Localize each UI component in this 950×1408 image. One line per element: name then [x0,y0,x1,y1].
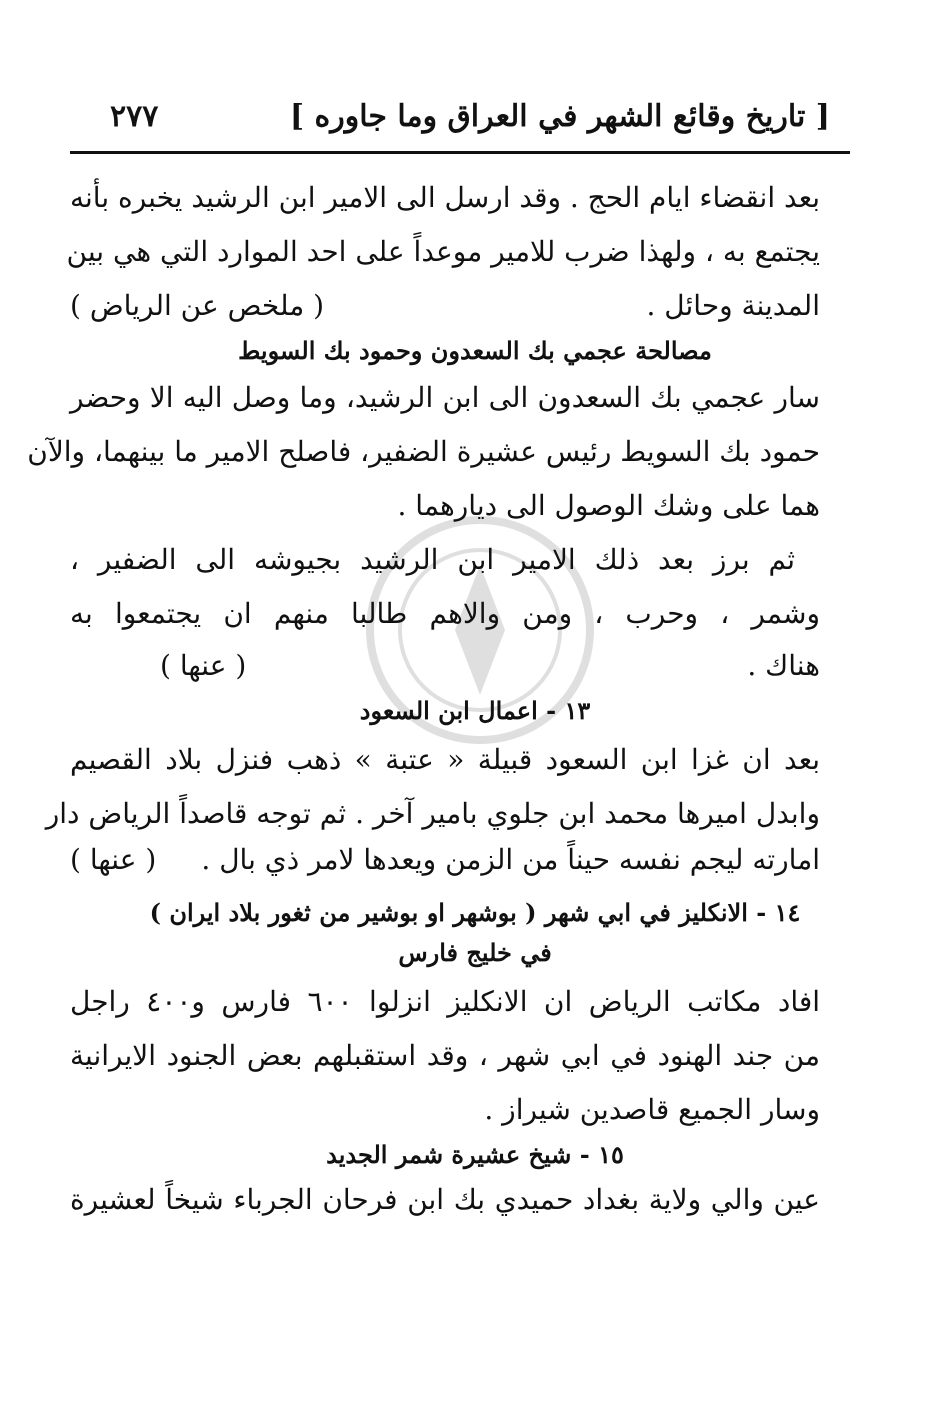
paragraph-line: ثم برز بعد ذلك الامير ابن الرشيد بجيوشه الى الضفير ، [70,543,795,576]
paragraph-line: من جند الهنود في ابي شهر ، وقد استقبلهم بعض الجنود الايرانية [70,1039,820,1072]
paragraph-line: وشمر ، وحرب ، ومن والاهم طالبا منهم ان يجتمعوا به [70,597,820,630]
page-number: ٢٧٧ [110,98,159,134]
paragraph-line: هما على وشك الوصول الى ديارهما . [397,489,820,522]
header-rule [70,151,850,154]
page-header [110,88,830,144]
paragraph-line [160,646,820,686]
paragraph-line: وابدل اميرها محمد ابن جلوي بامير آخر . ثم توجه قاصداً الرياض دار [45,797,820,830]
paragraph-line: افاد مكاتب الرياض ان الانكليز انزلوا ٦٠٠ فارس و٤٠٠ راجل [70,985,821,1018]
section-subheading: في خليج فارس [398,938,552,967]
source-citation: ( عنها ) [70,843,157,876]
source-citation: ( ملخص عن الرياض ) [70,289,325,322]
section-heading: ١٣ - اعمال ابن السعود [359,696,591,725]
paragraph-line: عين والي ولاية بغداد حميدي بك ابن فرحان الجرباء شيخاً لعشيرة [70,1183,820,1216]
paragraph-line [70,840,820,880]
section-heading: مصالحة عجمي بك السعدون وحمود بك السويط [238,336,712,365]
paragraph-text: هناك . [747,649,820,682]
running-title: [ تاريخ وقائع الشهر في العراق وما جاوره ] [289,98,830,134]
paragraph-line: سار عجمي بك السعدون الى ابن الرشيد، وما وصل اليه الا وحضر [70,381,820,414]
section-heading: ١٥ - شيخ عشيرة شمر الجديد [326,1140,624,1169]
paragraph-line: يجتمع به ، ولهذا ضرب للامير موعداً على احد الموارد التي هي بين [66,235,820,268]
paragraph-line: حمود بك السويط رئيس عشيرة الضفير، فاصلح الامير ما بينهما، والآن [27,435,820,468]
source-citation: ( عنها ) [160,649,247,682]
section-heading: ١٤ - الانكليز في ابي شهر ( بوشهر او بوشير من ثغور بلاد ايران ) [149,898,801,927]
paragraph-line: وسار الجميع قاصدين شيراز . [484,1093,820,1126]
paragraph-line: بعد انقضاء ايام الحج . وقد ارسل الى الامير ابن الرشيد يخبره بأنه [70,181,820,214]
paragraph-text: امارته ليجم نفسه حيناً من الزمن ويعدها لامر ذي بال . [201,843,820,876]
paragraph-line [70,286,820,326]
paragraph-text: المدينة وحائل . [646,289,820,322]
paragraph-line: بعد ان غزا ابن السعود قبيلة « عتبة » ذهب فنزل بلاد القصيم [70,743,820,776]
